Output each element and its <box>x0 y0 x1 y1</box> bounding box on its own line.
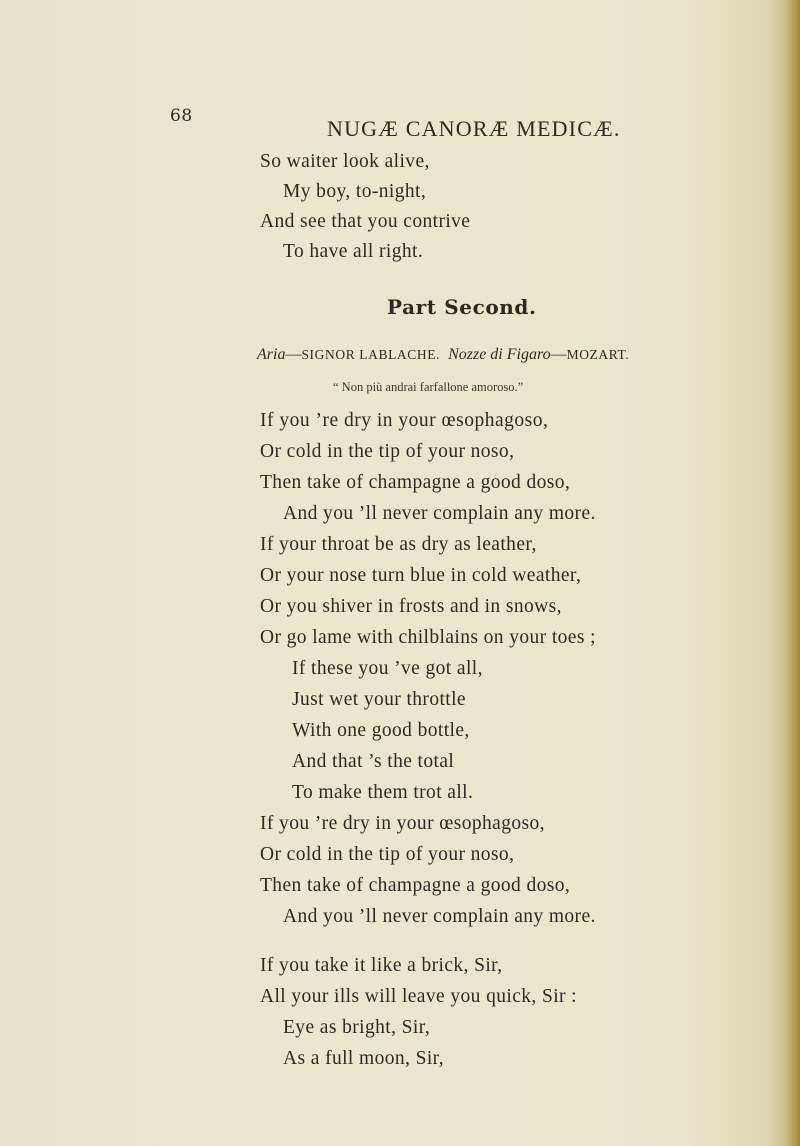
verse-line: To have all right. <box>283 241 424 262</box>
aria-opera: Nozze di Figaro <box>448 346 551 363</box>
aria-singer: SIGNOR LABLACHE. <box>301 347 441 362</box>
aria-composer: MOZART. <box>566 347 630 362</box>
song-line: And you ’ll never complain any more. <box>283 906 596 927</box>
song-line: Or your nose turn blue in cold weather, <box>260 565 582 586</box>
aria-quote: “ Non più andrai farfallone amoroso.” <box>333 380 524 394</box>
song-line: And that ’s the total <box>292 751 455 772</box>
song-line: Eye as bright, Sir, <box>283 1017 431 1038</box>
aria-dash: — <box>550 346 567 363</box>
song-line: If you ’re dry in your œsophagoso, <box>260 410 549 431</box>
song-line: Or go lame with chilblains on your toes ; <box>260 627 596 648</box>
verse-line: My boy, to-night, <box>283 181 427 202</box>
song-line: And you ’ll never complain any more. <box>283 503 596 524</box>
running-title: NUGÆ CANORÆ MEDICÆ. <box>327 116 621 141</box>
song-line: If you take it like a brick, Sir, <box>260 955 503 976</box>
song-line: To make them trot all. <box>292 782 474 803</box>
song-line: All your ills will leave you quick, Sir : <box>260 986 577 1007</box>
song-line: Just wet your throttle <box>292 689 466 710</box>
song-line: If you ’re dry in your œsophagoso, <box>260 813 545 834</box>
aria-label: Aria <box>257 346 286 363</box>
song-line: Or you shiver in frosts and in snows, <box>260 596 562 617</box>
song-line: Or cold in the tip of your noso, <box>260 441 515 462</box>
song-line: As a full moon, Sir, <box>283 1048 445 1069</box>
verse-line: And see that you contrive <box>260 211 471 232</box>
song-line: If these you ’ve got all, <box>292 658 483 679</box>
verse-line: So waiter look alive, <box>260 151 430 172</box>
song-line: If your throat be as dry as leather, <box>260 534 537 555</box>
page-number: 68 <box>170 106 193 126</box>
aria-attribution <box>257 346 629 364</box>
part-heading: Part Second. <box>387 295 537 319</box>
song-line: Then take of champagne a good doso, <box>260 875 571 896</box>
song-line: Or cold in the tip of your noso, <box>260 844 515 865</box>
page-edge-shadow <box>786 0 800 1146</box>
song-line: Then take of champagne a good doso, <box>260 472 571 493</box>
aria-dash: — <box>285 346 302 363</box>
song-line: With one good bottle, <box>292 720 470 741</box>
